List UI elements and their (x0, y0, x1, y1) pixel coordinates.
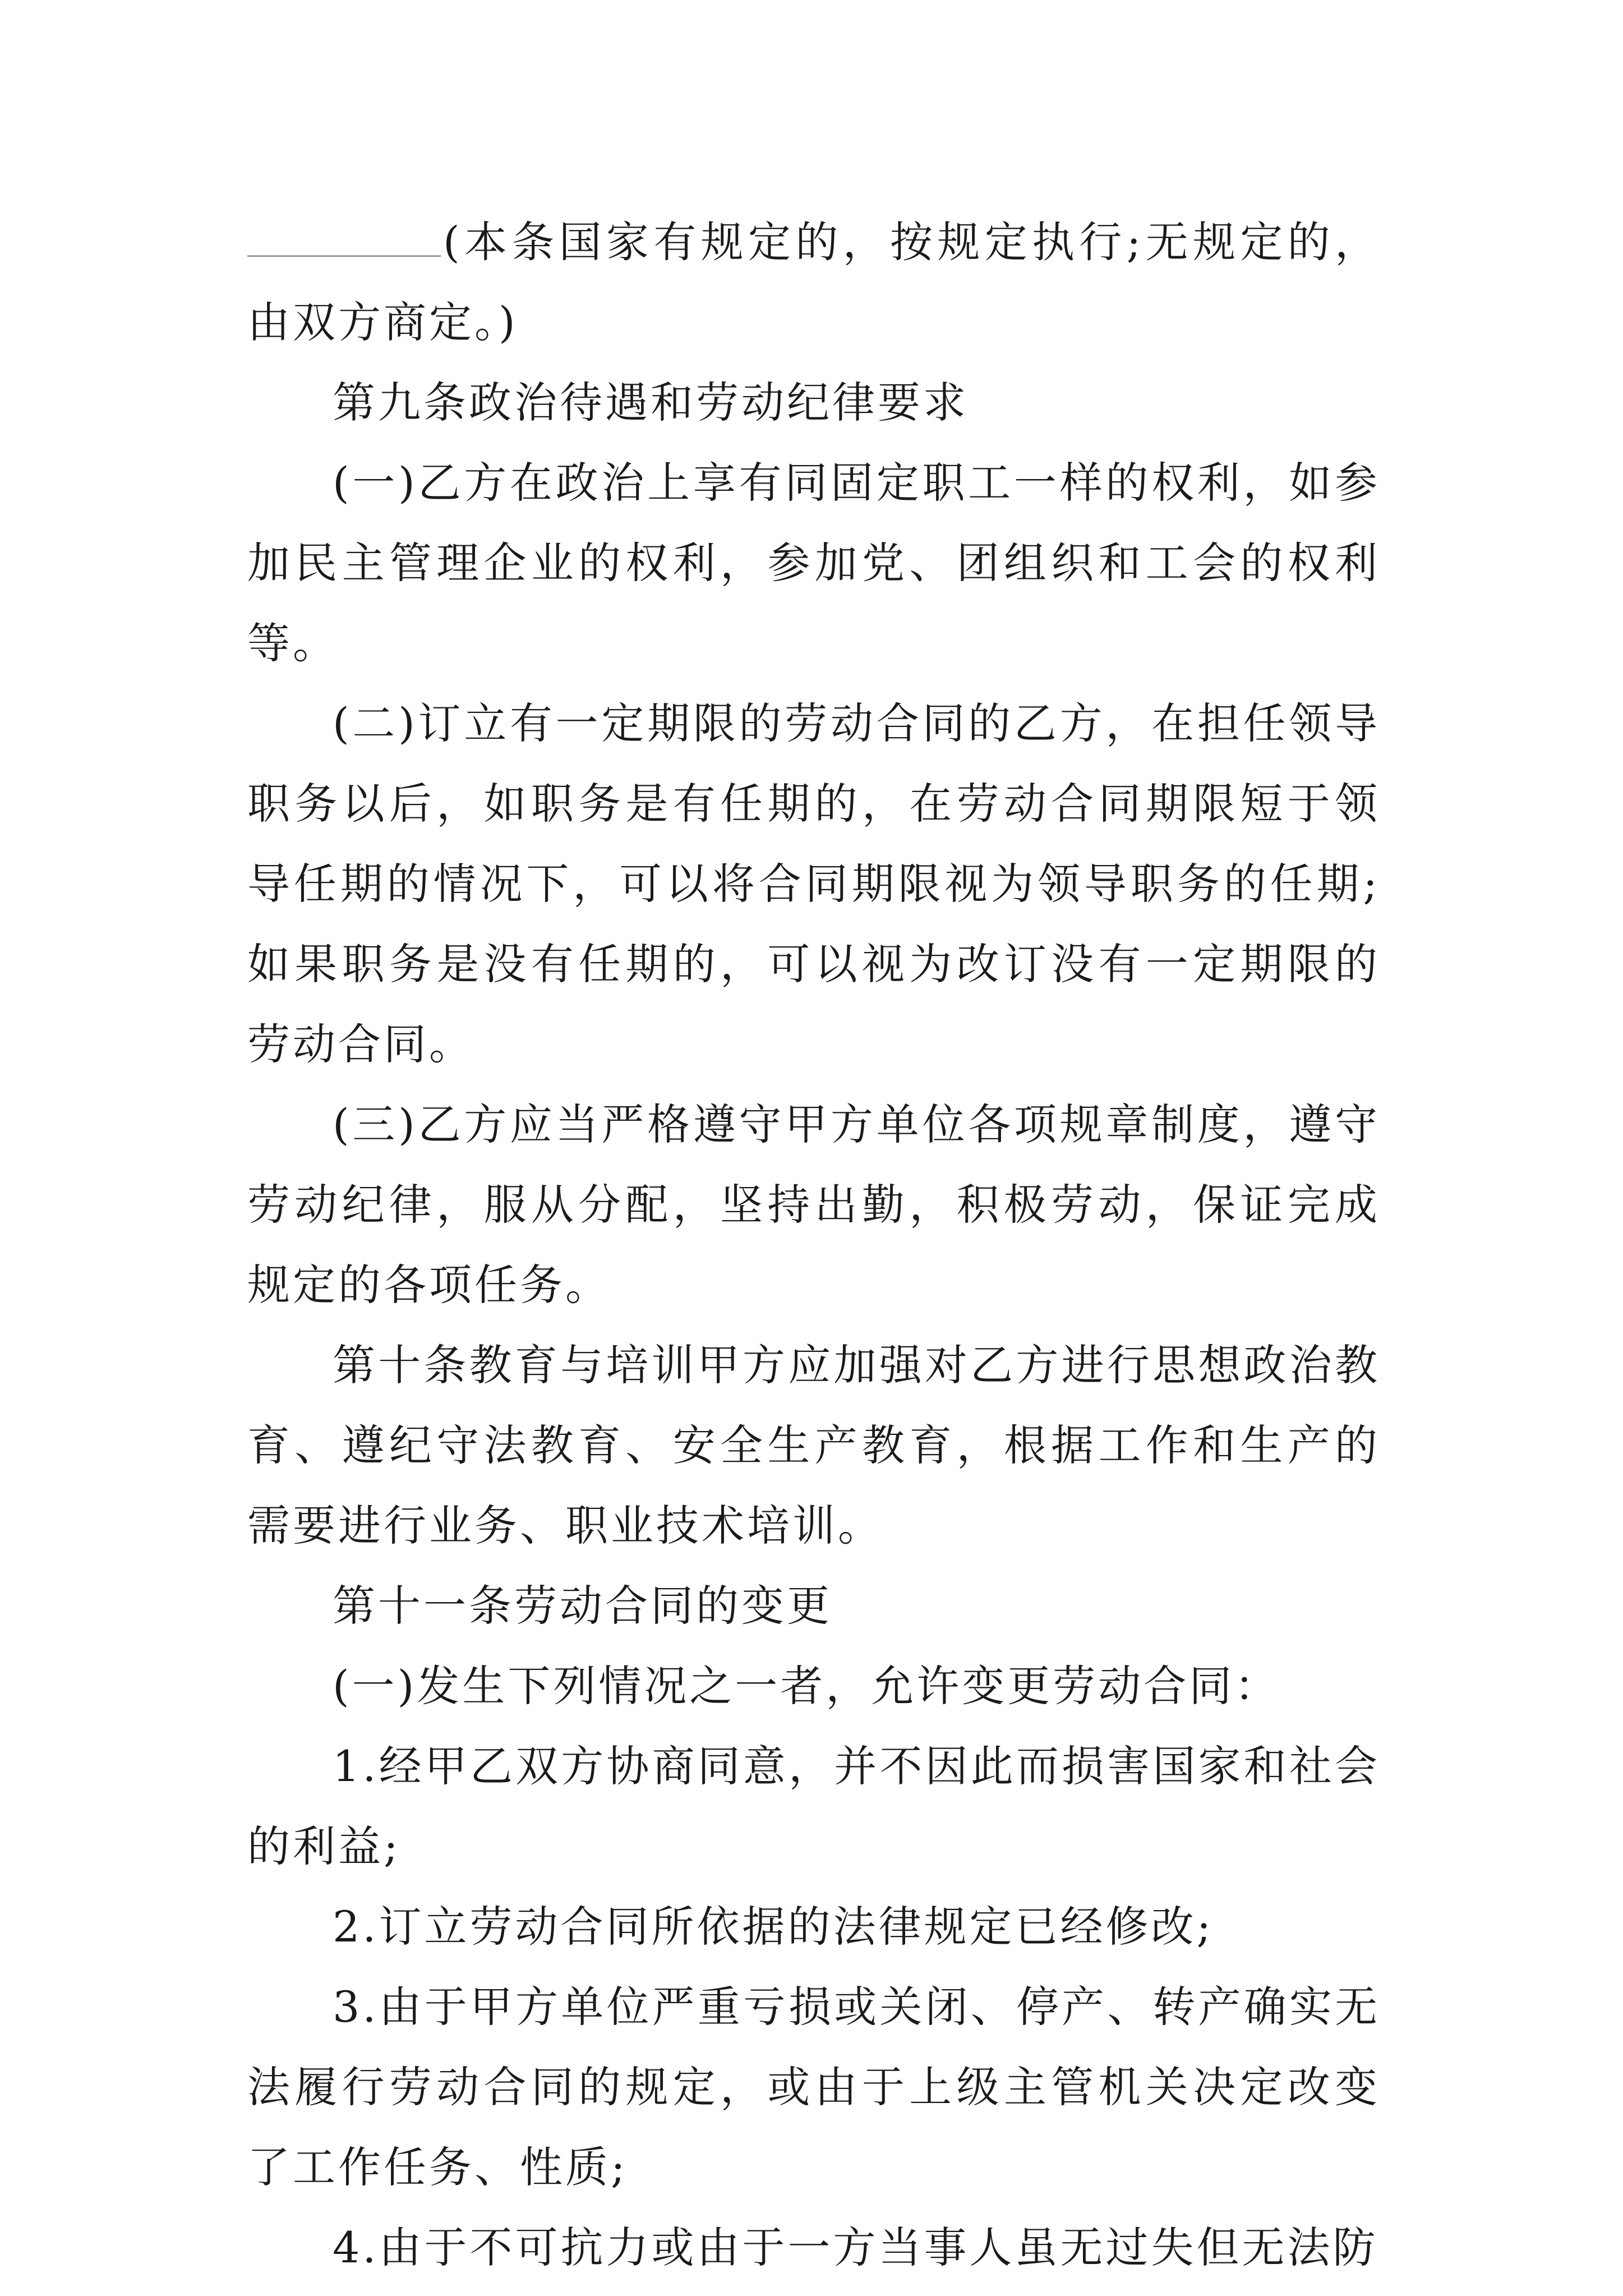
paragraph-2: 第九条政治待遇和劳动纪律要求 (333, 378, 969, 427)
paragraph-3: (一)乙方在政治上享有同固定职工一样的权利，如参加民主管理企业的权利，参加党、团组织和工会的权利等。 (247, 458, 1380, 668)
paragraph-6: 第十条教育与培训甲方应加强对乙方进行思想政治教育、遵纪守法教育、安全生产教育，根据工作和生产的需要进行业务、职业技术培训。 (247, 1340, 1380, 1550)
paragraph-8: (一)发生下列情况之一者，允许变更劳动合同： (333, 1661, 1280, 1711)
fill-in-blank-line (247, 216, 441, 257)
paragraph-9: 1.经甲乙双方协商同意，并不因此而损害国家和社会的利益; (247, 1741, 1380, 1871)
paragraph-text: (本条国家有规定的，按规定执行;无规定的，由双方商定。) (247, 217, 1380, 347)
paragraph-11: 3.由于甲方单位严重亏损或关闭、停产、转产确实无法履行劳动合同的规定，或由于上级主管机关决定改变了工作任务、性质; (247, 1982, 1380, 2192)
document-body (247, 202, 1380, 2288)
paragraph-10: 2.订立劳动合同所依据的法律规定已经修改; (333, 1902, 1214, 1952)
paragraph-12: 4.由于不可抗力或由于一方当事人虽无过失但无法防 (333, 2223, 1378, 2272)
paragraph-7: 第十一条劳动合同的变更 (333, 1581, 832, 1631)
paragraph-1 (247, 202, 1380, 362)
paragraph-5: (三)乙方应当严格遵守甲方单位各项规章制度，遵守劳动纪律，服从分配，坚持出勤，积极劳动，保证完成规定的各项任务。 (247, 1099, 1380, 1310)
paragraph-4: (二)订立有一定期限的劳动合同的乙方，在担任领导职务以后，如职务是有任期的，在劳动合同期限短于领导任期的情况下，可以将合同期限视为领导职务的任期;如果职务是没有任期的，可以视为改订没有一定期限的劳动合同。 (247, 698, 1380, 1069)
